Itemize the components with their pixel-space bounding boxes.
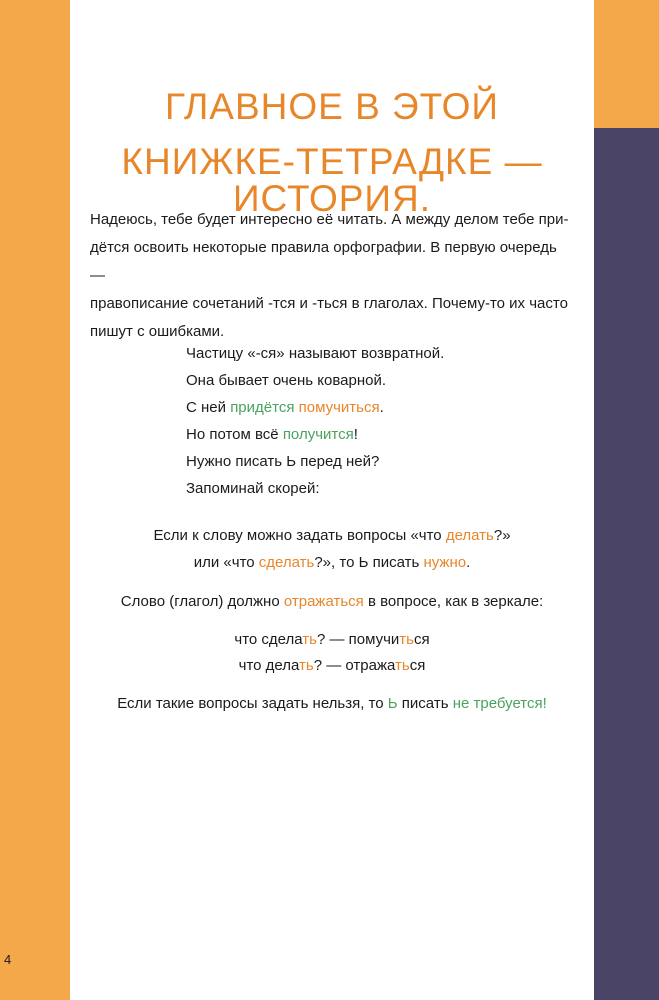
highlight-word: получится <box>282 426 354 443</box>
highlight-word: не требуется! <box>452 695 547 712</box>
highlight-ending: ть <box>395 657 410 674</box>
page-title-line-1: ГЛАВНОЕ В ЭТОЙ <box>165 86 499 127</box>
poem <box>186 340 444 502</box>
rule-text: ?», то Ь писать <box>314 554 424 571</box>
rule-1-line-2 <box>70 549 594 576</box>
example-text: что сдела <box>234 631 303 648</box>
intro-line: пишут с ошибками. <box>90 323 225 340</box>
poem-line: Нужно писать Ь перед ней? <box>186 453 380 470</box>
rule-text: писать <box>397 695 453 712</box>
highlight-ending: ть <box>302 631 317 648</box>
highlight-word: придётся <box>230 399 295 416</box>
example-2 <box>70 652 594 679</box>
rule-text: . <box>466 554 471 571</box>
poem-line <box>186 394 444 421</box>
poem-line: Запоминай скорей: <box>186 480 320 497</box>
left-margin-strip <box>0 0 70 1000</box>
rule-2 <box>70 588 594 615</box>
highlight-word: нужно <box>423 554 467 571</box>
rule-3 <box>70 690 594 717</box>
highlight-letter: Ь <box>387 695 398 712</box>
poem-line: Частицу «-ся» называют возвратной. <box>186 345 445 362</box>
example-text: что дела <box>238 657 300 674</box>
page-title-line-2: КНИЖКЕ-ТЕТРАДКЕ — ИСТОРИЯ. <box>121 141 543 219</box>
poem-line: Она бывает очень коварной. <box>186 372 387 389</box>
rule-1-line-1 <box>70 522 594 549</box>
intro-line: правописание сочетаний -тся и -ться в глаголах. Почему-то их часто <box>90 295 568 312</box>
poem-line <box>186 421 444 448</box>
intro-line: дётся освоить некоторые правила орфографии. В первую очередь — <box>90 239 557 284</box>
rule-text: ?» <box>493 527 511 544</box>
intro-line: Надеюсь, тебе будет интересно её читать. А между делом тебе при- <box>90 211 569 228</box>
example-text: ся <box>409 657 426 674</box>
rule-text: Слово (глагол) должно <box>120 593 284 610</box>
example-text: ? — помучи <box>316 631 400 648</box>
highlight-ending: ть <box>299 657 314 674</box>
intro-paragraph <box>90 206 570 346</box>
rule-text: в вопросе, как в зеркале: <box>363 593 544 610</box>
highlight-word: отражаться <box>283 593 364 610</box>
highlight-word: помучиться <box>298 399 380 416</box>
poem-text: Но потом всё <box>186 426 283 443</box>
poem-text: ! <box>353 426 358 443</box>
poem-text: С ней <box>186 399 231 416</box>
page-number: 4 <box>4 952 12 967</box>
rule-text: Если к слову можно задать вопросы «что <box>153 527 446 544</box>
poem-text: . <box>379 399 384 416</box>
highlight-word: сделать <box>258 554 315 571</box>
highlight-word: делать <box>445 527 494 544</box>
rule-text: Если такие вопросы задать нельзя, то <box>117 695 388 712</box>
rule-text: или «что <box>193 554 259 571</box>
example-text: ? — отража <box>313 657 396 674</box>
book-page <box>70 0 594 1000</box>
example-text: ся <box>413 631 430 648</box>
right-purple-block <box>594 128 659 1000</box>
right-orange-block <box>594 0 659 128</box>
highlight-ending: ть <box>399 631 414 648</box>
example-1 <box>70 626 594 653</box>
